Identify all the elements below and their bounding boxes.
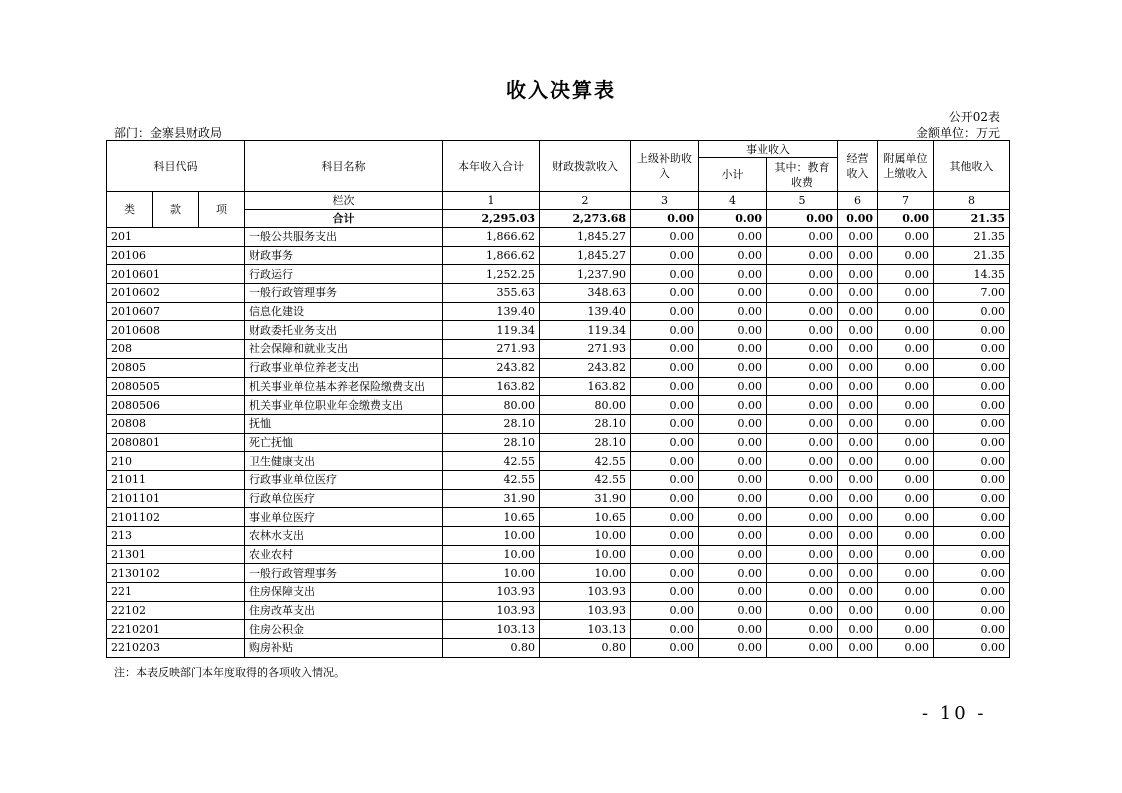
table-row: [107, 228, 1010, 247]
row-value: 103.93: [443, 601, 540, 620]
row-value: 0.00: [631, 470, 699, 489]
row-value: 0.00: [934, 545, 1010, 564]
row-name: 财政事务: [245, 246, 443, 265]
row-value: 0.00: [767, 452, 838, 471]
total-label: 合计: [245, 210, 443, 228]
row-value: 163.82: [443, 377, 540, 396]
row-value: 0.00: [878, 470, 934, 489]
row-value: 42.55: [540, 452, 631, 471]
row-code: 20805: [107, 358, 245, 377]
table-row: [107, 470, 1010, 489]
table-row: [107, 414, 1010, 433]
row-value: 0.00: [631, 228, 699, 247]
row-value: 0.00: [878, 284, 934, 303]
row-name: 住房公积金: [245, 620, 443, 639]
row-value: 28.10: [540, 433, 631, 452]
row-name: 社会保障和就业支出: [245, 340, 443, 359]
row-value: 0.00: [878, 527, 934, 546]
income-table: [106, 140, 1010, 658]
row-value: 31.90: [443, 489, 540, 508]
row-value: 0.00: [767, 396, 838, 415]
row-code: 2010607: [107, 302, 245, 321]
row-value: 0.00: [934, 396, 1010, 415]
row-value: 0.00: [878, 414, 934, 433]
row-value: 0.00: [838, 377, 878, 396]
row-value: 1,252.25: [443, 265, 540, 284]
column-number: 3: [631, 192, 699, 210]
row-value: 0.00: [878, 545, 934, 564]
row-value: 10.00: [540, 545, 631, 564]
table-row: [107, 246, 1010, 265]
row-code: 2080801: [107, 433, 245, 452]
row-value: 0.00: [878, 228, 934, 247]
row-code: 2080505: [107, 377, 245, 396]
row-value: 0.00: [878, 396, 934, 415]
header-code: 科目代码: [107, 141, 245, 192]
row-code: 21301: [107, 545, 245, 564]
row-value: 0.00: [767, 414, 838, 433]
row-value: 0.00: [631, 564, 699, 583]
row-value: 0.00: [699, 228, 767, 247]
row-value: 0.00: [838, 601, 878, 620]
row-value: 0.00: [699, 265, 767, 284]
row-value: 14.35: [934, 265, 1010, 284]
header-subtotal: 小计: [699, 158, 767, 192]
row-code: 221: [107, 583, 245, 602]
row-value: 103.93: [540, 601, 631, 620]
row-value: 0.00: [934, 601, 1010, 620]
table-row: [107, 284, 1010, 303]
column-number: 1: [443, 192, 540, 210]
row-value: 119.34: [443, 321, 540, 340]
row-value: 243.82: [443, 358, 540, 377]
row-value: 103.13: [540, 620, 631, 639]
row-name: 一般公共服务支出: [245, 228, 443, 247]
row-value: 0.00: [838, 470, 878, 489]
total-value: 0.00: [699, 210, 767, 228]
row-value: 0.00: [878, 489, 934, 508]
total-value: 0.00: [767, 210, 838, 228]
row-name: 行政事业单位医疗: [245, 470, 443, 489]
row-value: 0.00: [934, 377, 1010, 396]
row-value: 0.00: [631, 527, 699, 546]
header-total-income: 本年收入合计: [443, 141, 540, 192]
row-name: 行政运行: [245, 265, 443, 284]
row-value: 80.00: [540, 396, 631, 415]
row-value: 0.00: [878, 302, 934, 321]
row-value: 0.00: [767, 639, 838, 658]
row-value: 0.00: [631, 452, 699, 471]
row-value: 0.00: [838, 452, 878, 471]
row-name: 机关事业单位职业年金缴费支出: [245, 396, 443, 415]
row-name: 农林水支出: [245, 527, 443, 546]
row-value: 0.00: [631, 508, 699, 527]
row-value: 0.00: [631, 377, 699, 396]
row-value: 0.00: [878, 620, 934, 639]
row-value: 0.00: [767, 321, 838, 340]
row-value: 355.63: [443, 284, 540, 303]
row-value: 0.00: [699, 377, 767, 396]
header-fiscal: 财政拨款收入: [540, 141, 631, 192]
row-value: 0.00: [631, 489, 699, 508]
row-value: 21.35: [934, 246, 1010, 265]
table-body: [107, 228, 1010, 658]
row-value: 271.93: [540, 340, 631, 359]
row-code: 20106: [107, 246, 245, 265]
row-value: 0.00: [878, 246, 934, 265]
row-value: 0.00: [934, 452, 1010, 471]
row-value: 42.55: [443, 470, 540, 489]
row-value: 0.00: [631, 340, 699, 359]
row-value: 0.00: [934, 414, 1010, 433]
row-value: 0.00: [699, 470, 767, 489]
row-value: 0.00: [838, 639, 878, 658]
row-value: 0.00: [838, 545, 878, 564]
row-value: 28.10: [443, 414, 540, 433]
row-value: 0.00: [699, 452, 767, 471]
row-value: 0.00: [878, 321, 934, 340]
header-lei: 类: [107, 192, 153, 228]
row-name: 农业农村: [245, 545, 443, 564]
row-name: 行政事业单位养老支出: [245, 358, 443, 377]
row-code: 210: [107, 452, 245, 471]
row-value: 42.55: [443, 452, 540, 471]
table-row: [107, 265, 1010, 284]
row-value: 0.00: [934, 321, 1010, 340]
row-value: 1,845.27: [540, 246, 631, 265]
total-value: 0.00: [838, 210, 878, 228]
column-number: 7: [878, 192, 934, 210]
row-value: 0.00: [767, 284, 838, 303]
row-value: 0.00: [767, 583, 838, 602]
row-code: 20808: [107, 414, 245, 433]
row-value: 0.00: [767, 564, 838, 583]
row-value: 0.00: [838, 489, 878, 508]
total-value: 2,273.68: [540, 210, 631, 228]
row-value: 0.00: [838, 228, 878, 247]
row-value: 0.00: [838, 583, 878, 602]
row-value: 271.93: [443, 340, 540, 359]
row-value: 0.80: [540, 639, 631, 658]
row-value: 42.55: [540, 470, 631, 489]
row-code: 213: [107, 527, 245, 546]
table-row: [107, 433, 1010, 452]
row-value: 0.80: [443, 639, 540, 658]
row-value: 0.00: [767, 265, 838, 284]
row-value: 0.00: [631, 583, 699, 602]
row-value: 0.00: [934, 639, 1010, 658]
row-value: 0.00: [631, 639, 699, 658]
row-value: 0.00: [699, 527, 767, 546]
row-value: 0.00: [838, 564, 878, 583]
row-value: 348.63: [540, 284, 631, 303]
row-value: 0.00: [838, 284, 878, 303]
row-value: 0.00: [878, 265, 934, 284]
header-xiang: 项: [199, 192, 245, 228]
table-row: [107, 452, 1010, 471]
row-value: 0.00: [699, 246, 767, 265]
column-number: 5: [767, 192, 838, 210]
row-value: 0.00: [838, 396, 878, 415]
row-value: 103.13: [443, 620, 540, 639]
row-value: 0.00: [878, 583, 934, 602]
total-value: 21.35: [934, 210, 1010, 228]
row-value: 0.00: [934, 489, 1010, 508]
row-name: 财政委托业务支出: [245, 321, 443, 340]
header-subsidy: 上级补助收入: [631, 141, 699, 192]
row-value: 0.00: [934, 358, 1010, 377]
row-value: 21.35: [934, 228, 1010, 247]
column-number: 6: [838, 192, 878, 210]
row-code: 2010608: [107, 321, 245, 340]
header-other: 其他收入: [934, 141, 1010, 192]
row-value: 0.00: [699, 284, 767, 303]
row-value: 103.93: [443, 583, 540, 602]
table-row: [107, 321, 1010, 340]
table-row: [107, 545, 1010, 564]
row-value: 10.00: [540, 527, 631, 546]
row-value: 80.00: [443, 396, 540, 415]
row-name: 住房保障支出: [245, 583, 443, 602]
table-row: [107, 564, 1010, 583]
row-value: 0.00: [767, 508, 838, 527]
row-value: 0.00: [699, 414, 767, 433]
row-name: 行政单位医疗: [245, 489, 443, 508]
row-value: 0.00: [631, 620, 699, 639]
page-number: - 10 -: [922, 703, 987, 724]
row-code: 2101102: [107, 508, 245, 527]
row-code: 21011: [107, 470, 245, 489]
row-value: 0.00: [878, 433, 934, 452]
header-business: 事业收入: [699, 141, 838, 158]
page-title: 收入决算表: [506, 78, 616, 102]
header-education: 其中：教育收费: [767, 158, 838, 192]
row-code: 2210203: [107, 639, 245, 658]
row-value: 0.00: [767, 377, 838, 396]
row-value: 0.00: [767, 302, 838, 321]
table-row: [107, 583, 1010, 602]
row-value: 0.00: [934, 620, 1010, 639]
row-value: 0.00: [878, 601, 934, 620]
row-name: 事业单位医疗: [245, 508, 443, 527]
row-code: 2080506: [107, 396, 245, 415]
row-value: 10.00: [443, 564, 540, 583]
row-value: 10.65: [540, 508, 631, 527]
row-name: 死亡抚恤: [245, 433, 443, 452]
row-value: 163.82: [540, 377, 631, 396]
row-value: 0.00: [767, 545, 838, 564]
row-value: 0.00: [631, 601, 699, 620]
header-affiliated: 附属单位上缴收入: [878, 141, 934, 192]
row-value: 1,866.62: [443, 228, 540, 247]
row-value: 139.40: [540, 302, 631, 321]
header-row-1: [107, 141, 1010, 158]
header-operating: 经营收入: [838, 141, 878, 192]
total-value: 0.00: [631, 210, 699, 228]
row-code: 2010601: [107, 265, 245, 284]
table-row: [107, 527, 1010, 546]
row-value: 0.00: [838, 620, 878, 639]
row-value: 0.00: [838, 508, 878, 527]
row-value: 0.00: [767, 433, 838, 452]
row-value: 0.00: [699, 508, 767, 527]
row-value: 0.00: [934, 340, 1010, 359]
row-name: 住房改革支出: [245, 601, 443, 620]
row-value: 0.00: [838, 265, 878, 284]
row-value: 0.00: [699, 601, 767, 620]
row-name: 一般行政管理事务: [245, 564, 443, 583]
row-value: 119.34: [540, 321, 631, 340]
row-value: 0.00: [838, 414, 878, 433]
row-value: 0.00: [878, 564, 934, 583]
row-value: 0.00: [934, 583, 1010, 602]
row-value: 0.00: [878, 340, 934, 359]
row-value: 0.00: [631, 265, 699, 284]
department-label: 部门：金寨县财政局: [114, 126, 223, 140]
row-value: 243.82: [540, 358, 631, 377]
row-code: 2210201: [107, 620, 245, 639]
row-value: 0.00: [767, 246, 838, 265]
row-value: 0.00: [878, 377, 934, 396]
row-value: 0.00: [767, 470, 838, 489]
row-value: 0.00: [767, 358, 838, 377]
row-value: 0.00: [699, 583, 767, 602]
row-value: 0.00: [934, 302, 1010, 321]
row-value: 10.65: [443, 508, 540, 527]
column-number: 2: [540, 192, 631, 210]
row-value: 0.00: [767, 340, 838, 359]
row-value: 0.00: [631, 246, 699, 265]
header-column-no: 栏次: [245, 192, 443, 210]
row-value: 0.00: [767, 527, 838, 546]
row-value: 10.00: [443, 527, 540, 546]
row-value: 0.00: [631, 284, 699, 303]
row-value: 0.00: [878, 508, 934, 527]
row-value: 0.00: [631, 414, 699, 433]
row-value: 0.00: [838, 321, 878, 340]
total-value: 0.00: [878, 210, 934, 228]
form-number: 公开02表: [948, 110, 1000, 124]
row-value: 0.00: [934, 508, 1010, 527]
row-name: 信息化建设: [245, 302, 443, 321]
row-name: 一般行政管理事务: [245, 284, 443, 303]
table-row: [107, 302, 1010, 321]
row-name: 机关事业单位基本养老保险缴费支出: [245, 377, 443, 396]
row-value: 0.00: [934, 527, 1010, 546]
row-value: 10.00: [443, 545, 540, 564]
row-value: 0.00: [878, 358, 934, 377]
row-code: 201: [107, 228, 245, 247]
row-code: 208: [107, 340, 245, 359]
row-value: 0.00: [878, 452, 934, 471]
row-value: 31.90: [540, 489, 631, 508]
row-value: 0.00: [631, 433, 699, 452]
header-name: 科目名称: [245, 141, 443, 192]
table-row: [107, 639, 1010, 658]
row-value: 0.00: [767, 620, 838, 639]
row-value: 139.40: [443, 302, 540, 321]
row-value: 0.00: [838, 302, 878, 321]
row-value: 1,845.27: [540, 228, 631, 247]
row-value: 103.93: [540, 583, 631, 602]
table-row: [107, 620, 1010, 639]
row-value: 0.00: [838, 358, 878, 377]
row-value: 0.00: [878, 639, 934, 658]
row-value: 0.00: [699, 358, 767, 377]
table-row: [107, 601, 1010, 620]
row-value: 0.00: [838, 246, 878, 265]
header-kuan: 款: [153, 192, 199, 228]
row-value: 0.00: [934, 470, 1010, 489]
row-value: 0.00: [699, 321, 767, 340]
row-value: 0.00: [767, 228, 838, 247]
row-name: 购房补贴: [245, 639, 443, 658]
total-value: 2,295.03: [443, 210, 540, 228]
row-value: 0.00: [631, 302, 699, 321]
row-code: 22102: [107, 601, 245, 620]
row-code: 2101101: [107, 489, 245, 508]
table-row: [107, 358, 1010, 377]
table-row: [107, 377, 1010, 396]
table-row: [107, 489, 1010, 508]
row-value: 0.00: [934, 433, 1010, 452]
row-value: 0.00: [699, 639, 767, 658]
table-row: [107, 508, 1010, 527]
column-number: 8: [934, 192, 1010, 210]
row-value: 0.00: [767, 489, 838, 508]
row-value: 0.00: [699, 620, 767, 639]
amount-unit-label: 金额单位：万元: [915, 126, 1000, 140]
row-value: 0.00: [699, 340, 767, 359]
table-row: [107, 396, 1010, 415]
row-name: 卫生健康支出: [245, 452, 443, 471]
row-value: 0.00: [699, 396, 767, 415]
row-value: 10.00: [540, 564, 631, 583]
row-value: 0.00: [767, 601, 838, 620]
row-code: 2010602: [107, 284, 245, 303]
row-code: 2130102: [107, 564, 245, 583]
row-value: 0.00: [631, 321, 699, 340]
row-value: 0.00: [699, 489, 767, 508]
row-value: 0.00: [699, 433, 767, 452]
row-value: 0.00: [699, 545, 767, 564]
column-number-row: [107, 192, 1010, 210]
row-value: 28.10: [540, 414, 631, 433]
row-value: 0.00: [699, 302, 767, 321]
row-value: 0.00: [699, 564, 767, 583]
row-name: 抚恤: [245, 414, 443, 433]
row-value: 0.00: [631, 358, 699, 377]
row-value: 0.00: [838, 433, 878, 452]
row-value: 0.00: [838, 527, 878, 546]
table-note: 注：本表反映部门本年度取得的各项收入情况。: [114, 666, 345, 679]
row-value: 1,237.90: [540, 265, 631, 284]
row-value: 7.00: [934, 284, 1010, 303]
row-value: 0.00: [631, 545, 699, 564]
row-value: 0.00: [838, 340, 878, 359]
row-value: 1,866.62: [443, 246, 540, 265]
column-number: 4: [699, 192, 767, 210]
table-row: [107, 340, 1010, 359]
row-value: 0.00: [934, 564, 1010, 583]
row-value: 28.10: [443, 433, 540, 452]
row-value: 0.00: [631, 396, 699, 415]
